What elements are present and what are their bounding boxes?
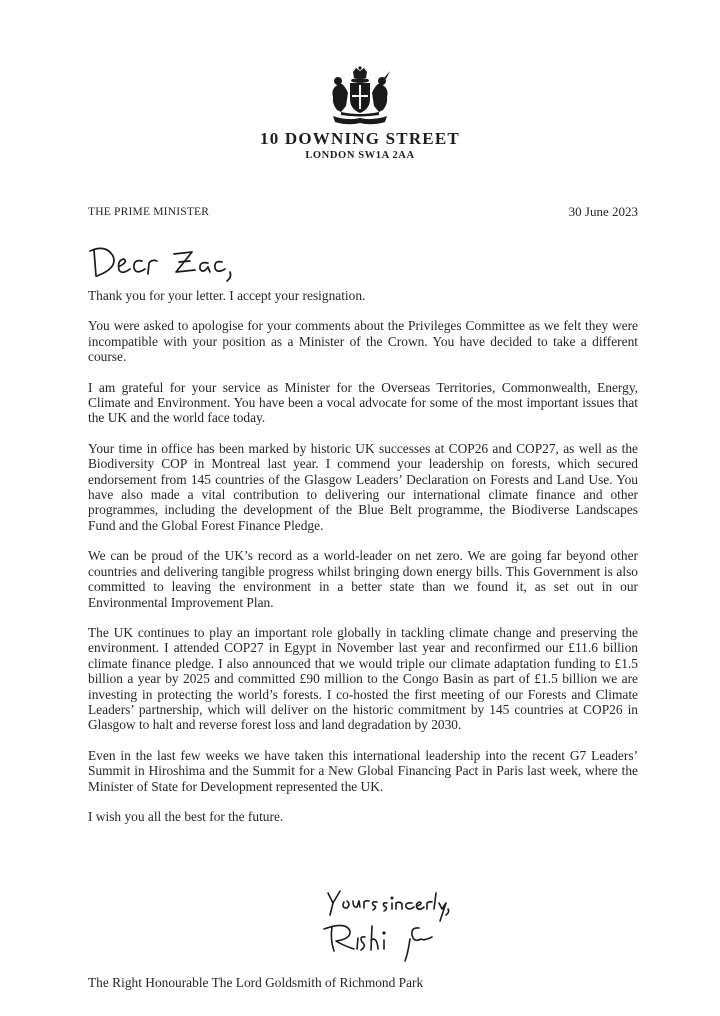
letter-body — [88, 288, 638, 839]
royal-coat-of-arms-icon — [327, 66, 393, 128]
letter-date: 30 June 2023 — [568, 204, 638, 219]
paragraph: The UK continues to play an important role globally in tackling climate change and preserving the environment. I attended COP27 in Egypt in November last year and reconfirmed our £11.6 billion climate finance pledge. I also announced that we would triple our climate adaptation funding to £1.5 billion a year by 2025 and committed £90 million to the Congo Basin as part of £1.5 billion we are investing in protecting the world’s forests. I co-hosted the first meeting of our Forests and Climate Leaders’ partnership, which will deliver on the historic commitment by 145 countries at COP26 in Glasgow to halt and reverse forest loss and land degradation by 2030. — [88, 624, 638, 733]
handwritten-closing-and-signature — [320, 883, 470, 963]
paragraph: You were asked to apologise for your comments about the Privileges Committee as we felt they were incompatible with your position as a Minister of the Crown. You have decided to take a different course. — [88, 318, 638, 365]
paragraph: I am grateful for your service as Minister for the Overseas Territories, Commonwealth, Energy, Climate and Environment. You have been a vocal advocate for some of the most important issues that the UK and the world face today. — [88, 379, 638, 426]
paragraph: Thank you for your letter. I accept your resignation. — [88, 288, 366, 303]
sender-title: THE PRIME MINISTER — [88, 206, 210, 218]
recipient-name: The Right Honourable The Lord Goldsmith of Richmond Park — [88, 975, 424, 990]
paragraph: Your time in office has been marked by historic UK successes at COP26 and COP27, as well as the Biodiversity COP in Montreal last year. I commend your leadership on forests, which secured endorsement from 145 countries of the Glasgow Leaders’ Declaration on Forests and Land Use. You have also made a vital contribution to delivering our international climate finance and other programmes, including the development of the Blue Belt programme, the Biodiverse Landscapes Fund and the Global Forest Finance Pledge. — [88, 440, 638, 533]
handwritten-salutation — [86, 238, 246, 284]
letterhead-postcode: LONDON SW1A 2AA — [305, 150, 415, 161]
letterhead-address: 10 DOWNING STREET — [260, 129, 460, 148]
paragraph: Even in the last few weeks we have taken this international leadership into the recent G7 Leaders’ Summit in Hiroshima and the Summit for a New Global Financing Pact in Paris last week, where the Minister of State for Development represented the UK. — [88, 747, 638, 794]
paragraph: We can be proud of the UK’s record as a world-leader on net zero. We are going far beyond other countries and delivering tangible progress whilst bringing down energy bills. This Government is also committed to leaving the environment in a better state than we found it, as set out in our Environmental Improvement Plan. — [88, 548, 638, 610]
paragraph: I wish you all the best for the future. — [88, 808, 284, 824]
